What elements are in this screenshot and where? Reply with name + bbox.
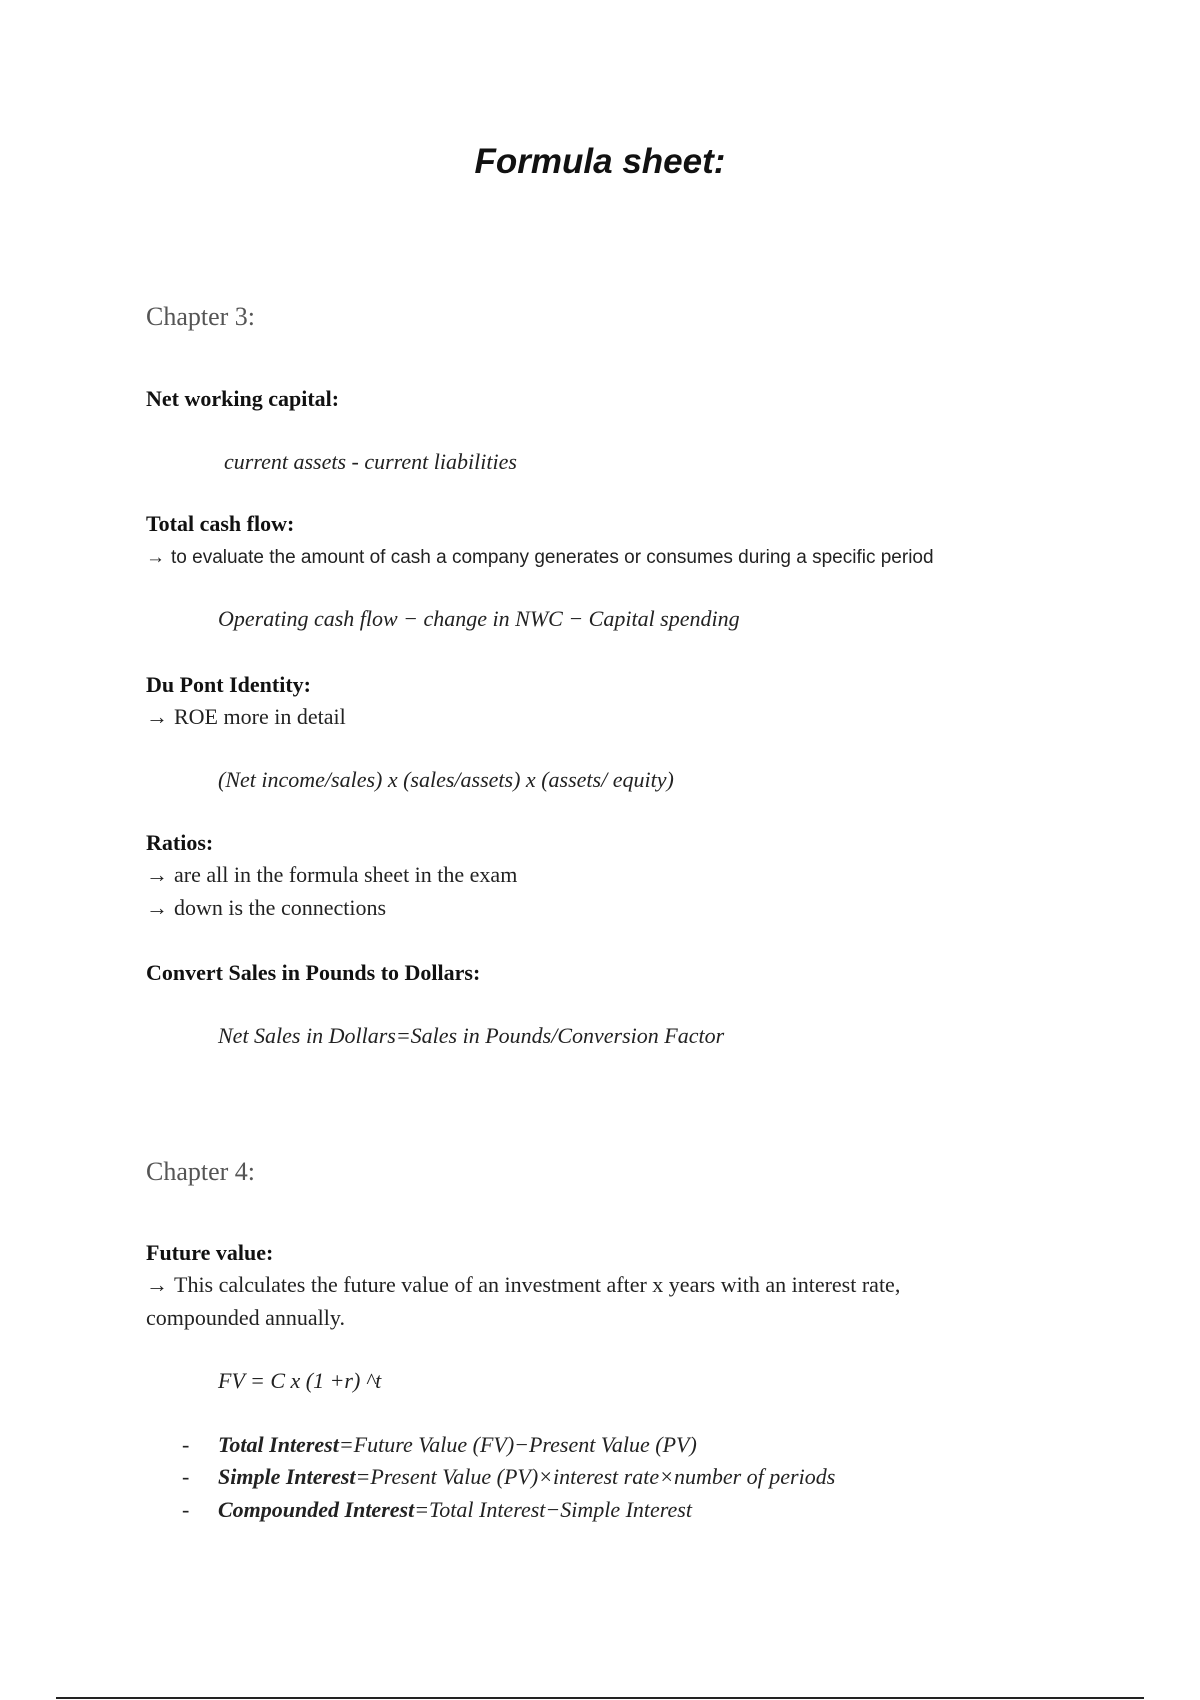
arrow-right-icon: → [146, 1272, 168, 1297]
footer-divider [56, 1697, 1144, 1699]
bullet-definition: =Total Interest−Simple Interest [414, 1497, 692, 1522]
fv-note-line-2: compounded annually. [146, 1305, 345, 1330]
ratios-note-2-text: down is the connections [174, 895, 387, 920]
nwc-heading: Net working capital: [146, 386, 340, 411]
convert-heading: Convert Sales in Pounds to Dollars: [146, 960, 481, 985]
ratios-note-1 [146, 862, 517, 888]
chapter-3-heading: Chapter 3: [146, 302, 256, 331]
dupont-note [146, 704, 346, 730]
arrow-right-icon: → [146, 547, 165, 568]
ratios-note-2 [146, 895, 386, 921]
tcf-formula: Operating cash flow − change in NWC − Capital spending [218, 606, 740, 631]
bullet-dash: - [182, 1464, 190, 1489]
tcf-note-text: to evaluate the amount of cash a company generates or consumes during a specific period [171, 547, 934, 568]
list-item [0, 1432, 1200, 1462]
chapter-4-heading: Chapter 4: [146, 1157, 256, 1186]
convert-formula: Net Sales in Dollars=Sales in Pounds/Conversion Factor [218, 1023, 725, 1048]
fv-formula: FV = C x (1 +r) ^t [218, 1368, 382, 1393]
nwc-formula: current assets - current liabilities [224, 449, 517, 474]
arrow-right-icon: → [146, 704, 168, 729]
ratios-note-1-text: are all in the formula sheet in the exam [174, 862, 518, 887]
bullet-term: Total Interest [218, 1432, 339, 1457]
fv-heading: Future value: [146, 1240, 274, 1265]
arrow-right-icon: → [146, 895, 168, 920]
bullet-definition: =Present Value (PV)×interest rate×number of periods [355, 1464, 836, 1489]
bullet-term: Compounded Interest [218, 1497, 415, 1522]
tcf-note [146, 547, 934, 569]
bullet-text [218, 1432, 697, 1458]
list-item [0, 1497, 1200, 1527]
list-item [0, 1464, 1200, 1494]
bullet-dash: - [182, 1497, 190, 1522]
bullet-definition: =Future Value (FV)−Present Value (PV) [338, 1432, 697, 1457]
fv-note-line-1-text: This calculates the future value of an investment after x years with an interest rate, [174, 1272, 901, 1297]
dupont-formula: (Net income/sales) x (sales/assets) x (assets/ equity) [218, 767, 674, 792]
page-title: Formula sheet: [474, 142, 726, 181]
dupont-heading: Du Pont Identity: [146, 672, 312, 697]
tcf-heading: Total cash flow: [146, 511, 295, 536]
bullet-term: Simple Interest [218, 1464, 356, 1489]
bullet-text [218, 1464, 835, 1490]
dupont-note-text: ROE more in detail [174, 704, 346, 729]
bullet-dash: - [182, 1432, 190, 1457]
fv-note-line-1 [146, 1272, 900, 1298]
arrow-right-icon: → [146, 862, 168, 887]
ratios-heading: Ratios: [146, 830, 214, 855]
bullet-text [218, 1497, 692, 1523]
